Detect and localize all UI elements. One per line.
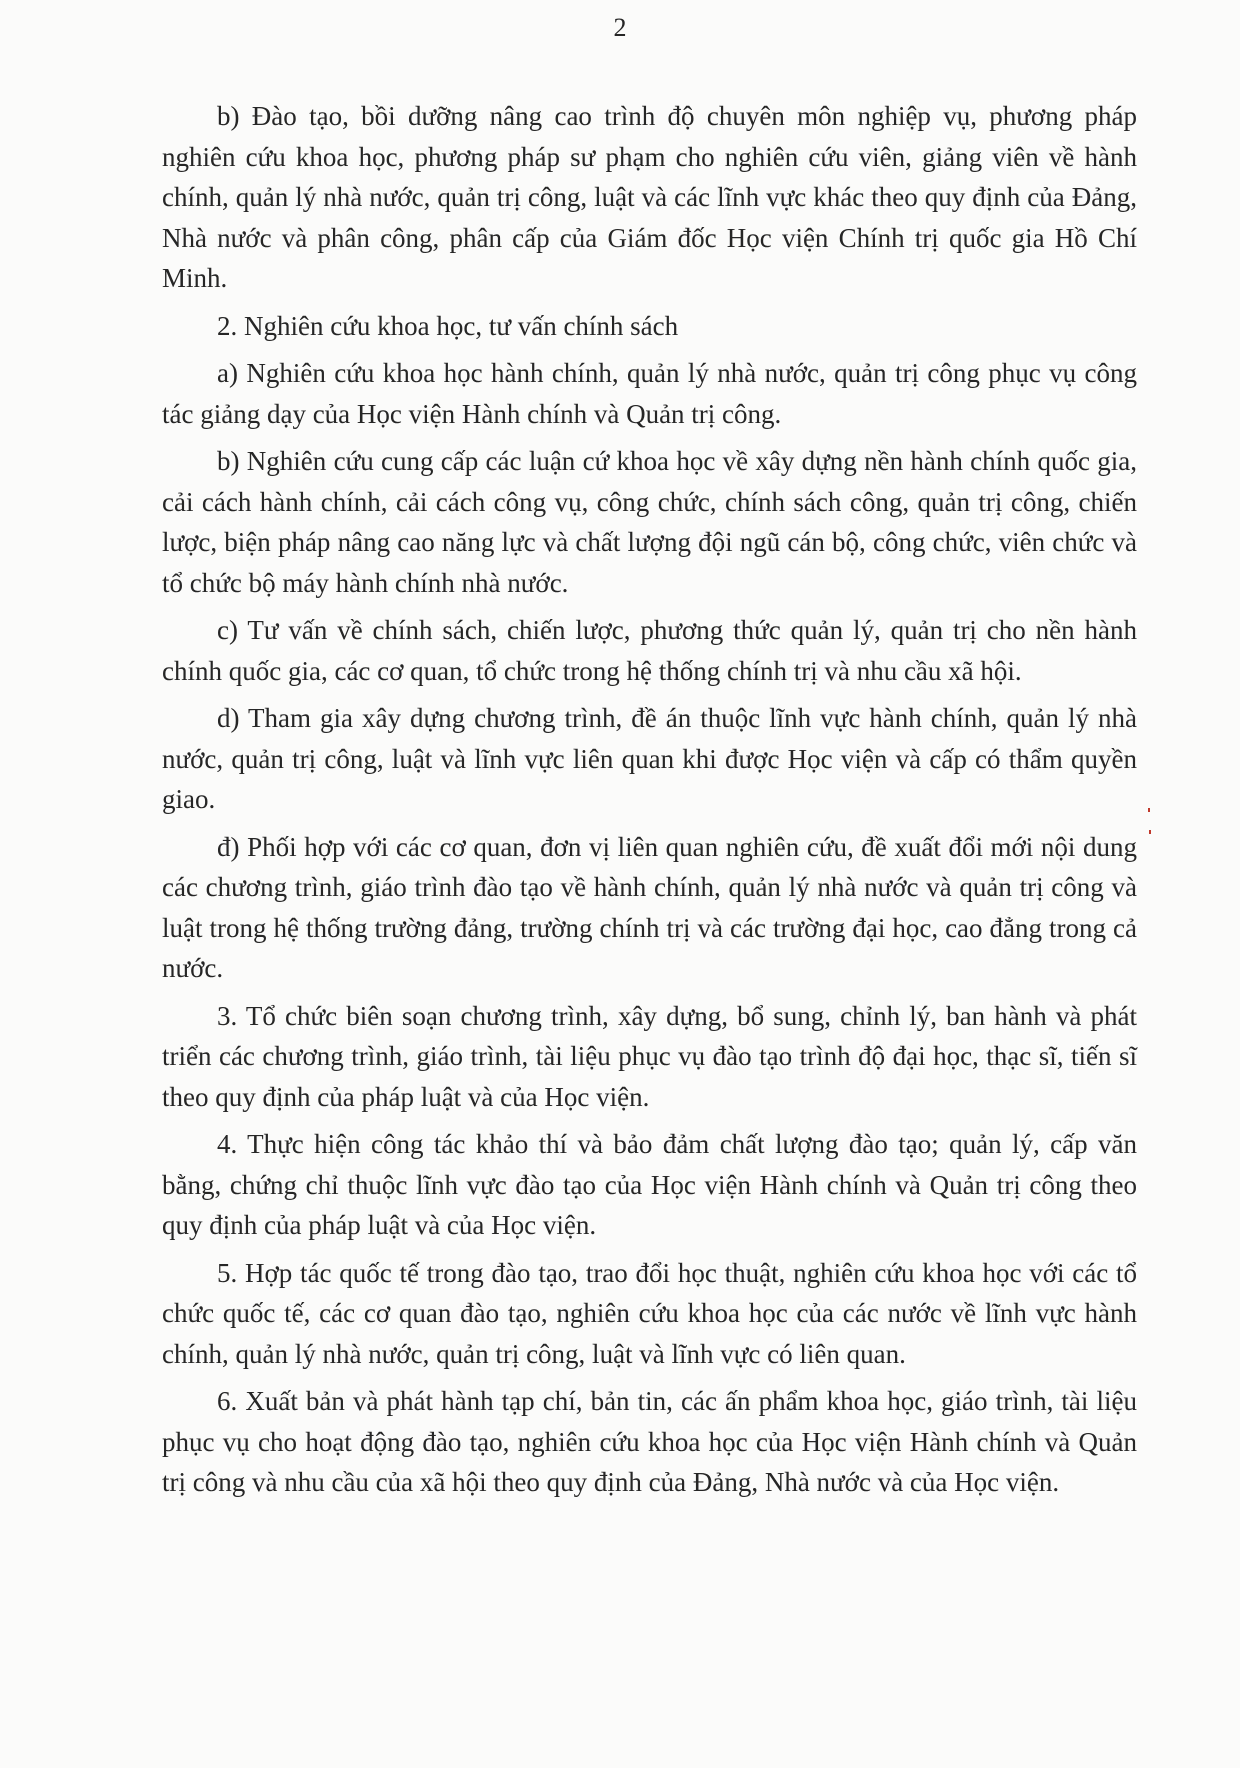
paragraph-5: 5. Hợp tác quốc tế trong đào tạo, trao đổi học thuật, nghiên cứu khoa học với các tổ chức quốc tế, các cơ quan đào tạo, nghiên cứu khoa học của các nước về lĩnh vực hành chính, quản lý nhà nước, quản trị công, luật và lĩnh vực có liên quan. (162, 1257, 1137, 1369)
paragraph-2b: b) Nghiên cứu cung cấp các luận cứ khoa học về xây dựng nền hành chính quốc gia, cải cách hành chính, cải cách công vụ, công chức, chính sách công, quản trị công, chiến lược, biện pháp nâng cao năng lực và chất lượng đội ngũ cán bộ, công chức, viên chức và tổ chức bộ máy hành chính nhà nước. (162, 446, 1137, 598)
scan-speck (1149, 830, 1151, 834)
page-number: 2 (613, 13, 627, 42)
paragraph-1b-training: b) Đào tạo, bồi dưỡng nâng cao trình độ chuyên môn nghiệp vụ, phương pháp nghiên cứu khoa học, phương pháp sư phạm cho nghiên cứu viên, giảng viên về hành chính, quản lý nhà nước, quản trị công, luật và các lĩnh vực khác theo quy định của Đảng, Nhà nước và phân công, phân cấp của Giám đốc Học viện Chính trị quốc gia Hồ Chí Minh. (162, 101, 1137, 293)
paragraph-2dd: đ) Phối hợp với các cơ quan, đơn vị liên quan nghiên cứu, đề xuất đổi mới nội dung các chương trình, giáo trình đào tạo về hành chính, quản lý nhà nước và quản trị công và luật trong hệ thống trường đảng, trường chính trị và các trường đại học, cao đẳng trong cả nước. (162, 831, 1137, 983)
paragraph-3: 3. Tổ chức biên soạn chương trình, xây dựng, bổ sung, chỉnh lý, ban hành và phát triển các chương trình, giáo trình, tài liệu phục vụ đào tạo trình độ đại học, thạc sĩ, tiến sĩ theo quy định của pháp luật và của Học viện. (162, 1000, 1137, 1112)
paragraph-6: 6. Xuất bản và phát hành tạp chí, bản tin, các ấn phẩm khoa học, giáo trình, tài liệu phục vụ cho hoạt động đào tạo, nghiên cứu khoa học của Học viện Hành chính và Quản trị công và nhu cầu của xã hội theo quy định của Đảng, Nhà nước và của Học viện. (162, 1386, 1137, 1497)
paragraph-4: 4. Thực hiện công tác khảo thí và bảo đảm chất lượng đào tạo; quản lý, cấp văn bằng, chứng chỉ thuộc lĩnh vực đào tạo của Học viện Hành chính và Quản trị công theo quy định của pháp luật và của Học viện. (162, 1129, 1137, 1240)
scan-speck (1148, 808, 1150, 812)
paragraph-2a: a) Nghiên cứu khoa học hành chính, quản lý nhà nước, quản trị công phục vụ công tác giảng dạy của Học viện Hành chính và Quản trị công. (162, 358, 1137, 429)
document-body (162, 96, 1137, 1510)
heading-2-research: 2. Nghiên cứu khoa học, tư vấn chính sách (217, 310, 679, 341)
paragraph-2d: d) Tham gia xây dựng chương trình, đề án thuộc lĩnh vực hành chính, quản lý nhà nước, quản trị công, luật và lĩnh vực liên quan khi được Học viện và cấp có thẩm quyền giao. (162, 703, 1137, 814)
paragraph-2c: c) Tư vấn về chính sách, chiến lược, phương thức quản lý, quản trị cho nền hành chính quốc gia, các cơ quan, tổ chức trong hệ thống chính trị và nhu cầu xã hội. (162, 615, 1137, 686)
